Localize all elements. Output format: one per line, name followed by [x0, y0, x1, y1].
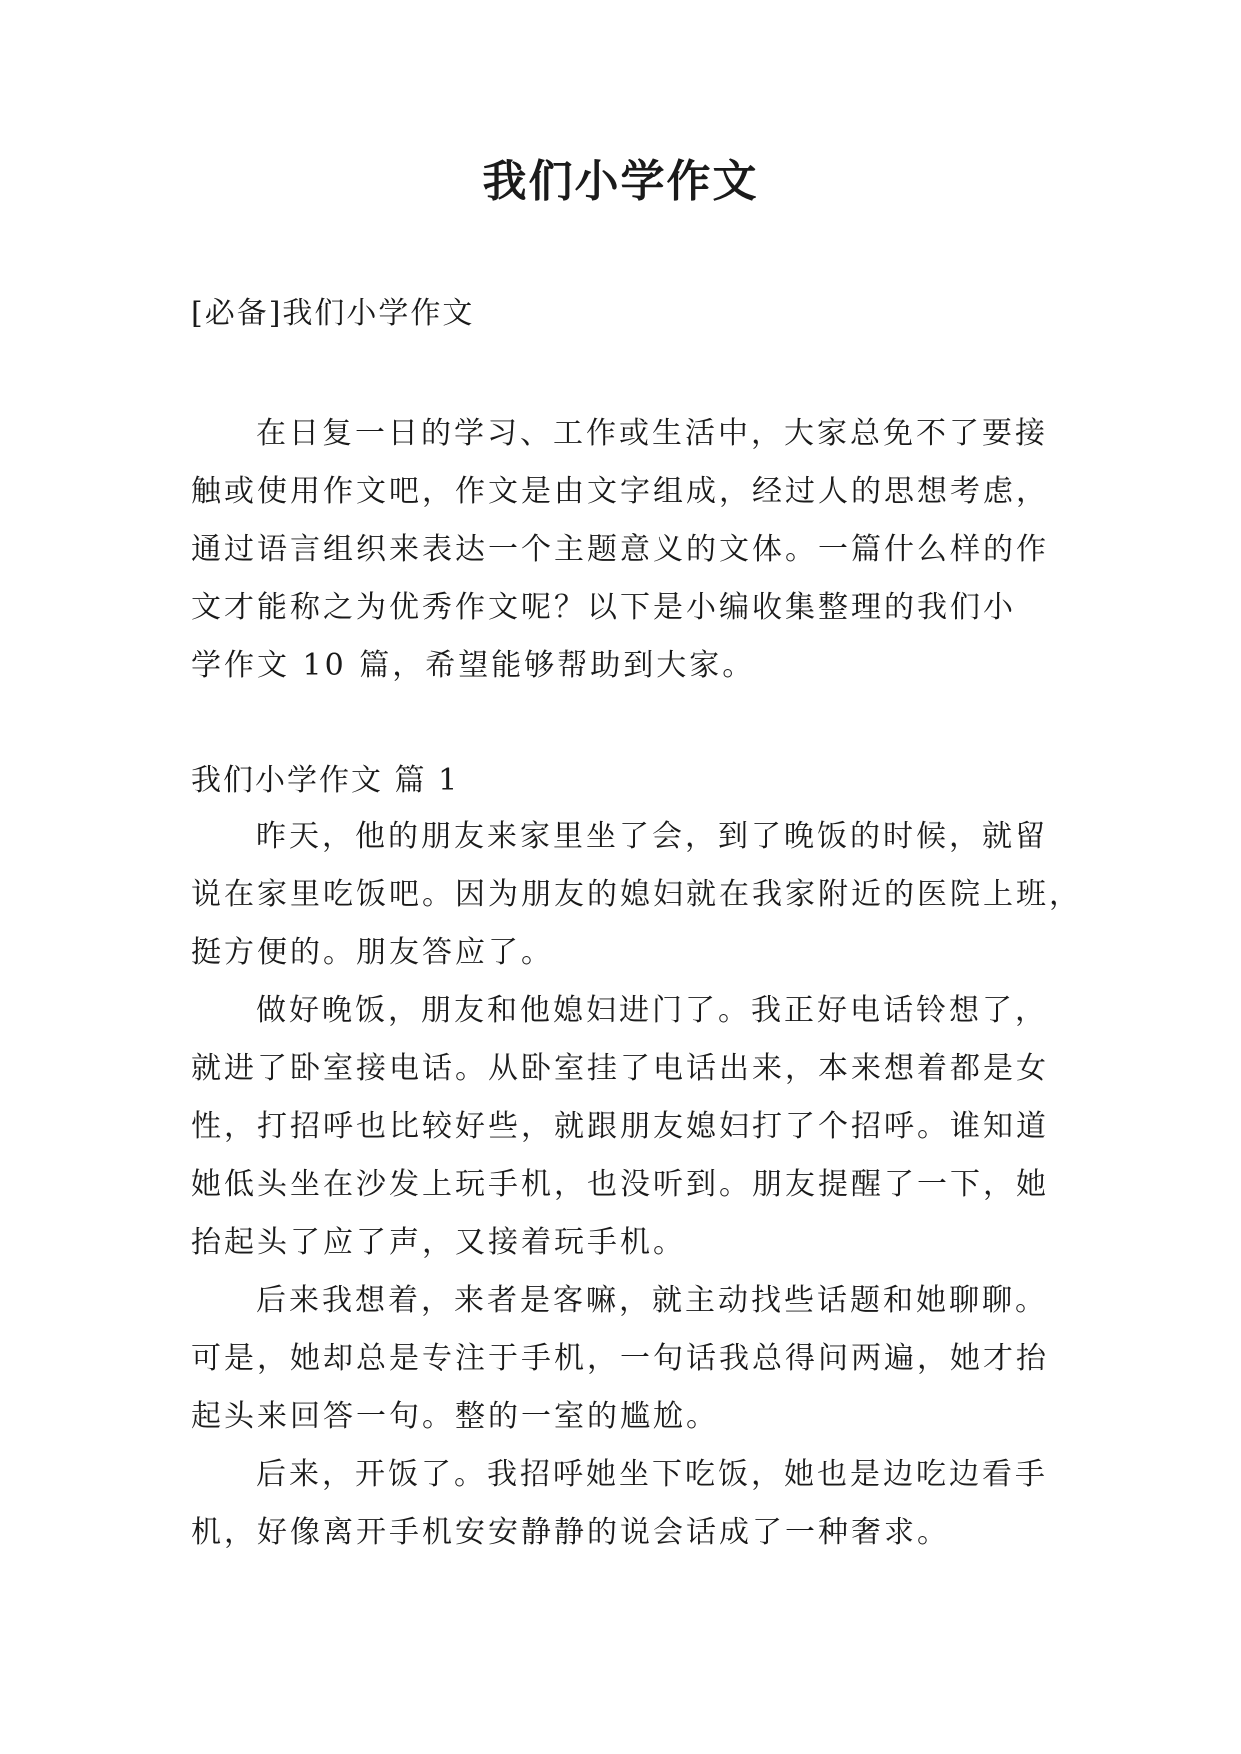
paragraph-line: 昨天，他的朋友来家里坐了会，到了晚饭的时候，就留	[256, 819, 1048, 854]
body-paragraph	[191, 1446, 1051, 1562]
paragraph-line: 机，好像离开手机安安静静的说会话成了一种奢求。	[191, 1515, 950, 1550]
paragraph-line: 抬起头了应了声，又接着玩手机。	[191, 1225, 686, 1260]
body-paragraph	[191, 808, 1082, 982]
intro-line: 文才能称之为优秀作文呢？以下是小编收集整理的我们小	[191, 590, 1016, 625]
paragraph-line: 说在家里吃饭吧。因为朋友的媳妇就在我家附近的医院上班，	[191, 877, 1082, 912]
paragraph-line: 后来我想着，来者是客嘛，就主动找些话题和她聊聊。	[256, 1283, 1048, 1318]
document-subtitle: [必备]我们小学作文	[191, 296, 475, 331]
paragraph-line: 起头来回答一句。整的一室的尴尬。	[191, 1399, 719, 1434]
intro-line: 通过语言组织来表达一个主题意义的文体。一篇什么样的作	[191, 532, 1049, 567]
paragraph-line: 做好晚饭，朋友和他媳妇进门了。我正好电话铃想了，	[256, 993, 1048, 1028]
document-title: 我们小学作文	[482, 156, 759, 207]
intro-line: 触或使用作文吧，作文是由文字组成，经过人的思想考虑，	[191, 474, 1049, 509]
paragraph-line: 后来，开饭了。我招呼她坐下吃饭，她也是边吃边看手	[256, 1457, 1048, 1492]
paragraph-line: 挺方便的。朋友答应了。	[191, 935, 554, 970]
paragraph-line: 她低头坐在沙发上玩手机，也没听到。朋友提醒了一下，她	[191, 1167, 1049, 1202]
paragraph-line: 性，打招呼也比较好些，就跟朋友媳妇打了个招呼。谁知道	[191, 1109, 1049, 1144]
paragraph-line: 就进了卧室接电话。从卧室挂了电话出来，本来想着都是女	[191, 1051, 1049, 1086]
body-paragraph	[191, 982, 1051, 1272]
paragraph-line: 可是，她却总是专注于手机，一句话我总得问两遍，她才抬	[191, 1341, 1049, 1376]
section-heading: 我们小学作文 篇 1	[191, 763, 460, 798]
body-paragraph	[191, 1272, 1051, 1446]
intro-line: 学作文 10 篇，希望能够帮助到大家。	[191, 648, 756, 683]
intro-line: 在日复一日的学习、工作或生活中，大家总免不了要接	[256, 416, 1048, 451]
intro-paragraph	[191, 405, 1051, 695]
